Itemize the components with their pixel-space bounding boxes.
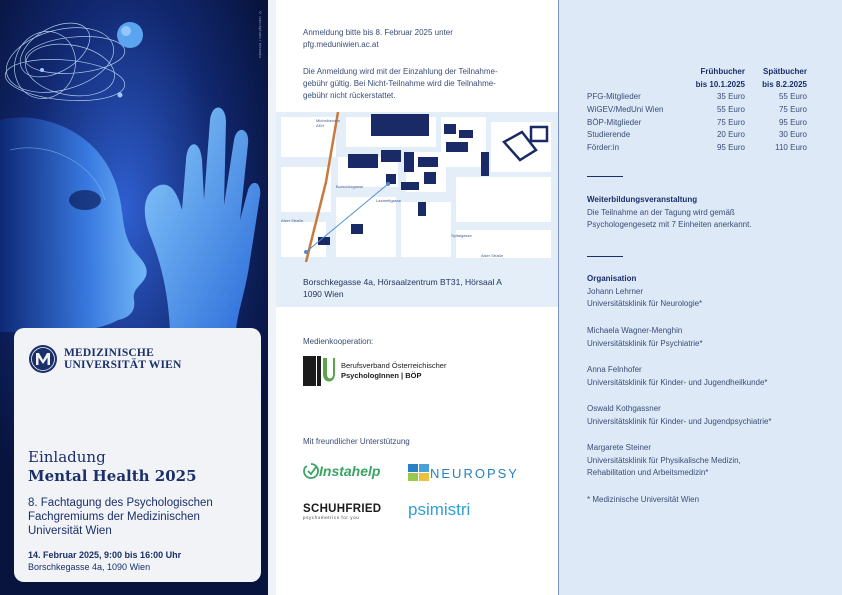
- fee-early: 95 Euro: [716, 143, 745, 153]
- section-rule: [587, 176, 623, 177]
- cpd-line-1: Die Teilnahme an der Tagung wird gemäß: [587, 207, 735, 217]
- cover-edge-strip: [268, 0, 276, 595]
- fee-early: 55 Euro: [716, 104, 745, 114]
- university-logo: [28, 344, 247, 374]
- subtitle-line-3: Universität Wien: [28, 525, 112, 537]
- logo-line-1: MEDIZINISCHE: [64, 347, 154, 359]
- bop-logo[interactable]: [303, 356, 446, 386]
- fee-label: WiGEV/MedUni Wien: [587, 104, 664, 114]
- instahelp-icon: [303, 463, 319, 479]
- registration-url[interactable]: pfg.meduniwien.ac.at: [303, 40, 379, 49]
- fee-header-row-1: [587, 66, 807, 79]
- fee-header-late: Spätbucher: [762, 67, 807, 76]
- venue-address: [303, 276, 502, 300]
- fee-early: 75 Euro: [716, 117, 745, 127]
- schuhfried-tagline: psychometrics for you: [303, 515, 360, 520]
- organisation-heading: [587, 273, 702, 286]
- organiser-name: Michaela Wagner-Menghin: [587, 326, 683, 335]
- map-graphic: [276, 112, 559, 262]
- bop-text: [341, 361, 446, 381]
- map-label-alser-strasse-2: Alser Straße: [481, 253, 504, 258]
- event-subtitle: [28, 496, 247, 538]
- organiser-affiliation: Universitätsklinik für Physikalische Medizin,: [587, 455, 741, 465]
- media-heading: Medienkooperation:: [303, 337, 374, 346]
- event-date: 14. Februar 2025, 9:00 bis 16:00 Uhr: [28, 550, 182, 560]
- map-label-spitalgasse: Spitalgasse: [451, 233, 472, 238]
- organiser-affiliation: Universitätsklinik für Kinder- und Jugendheilkunde*: [587, 377, 768, 387]
- cpd-block: [587, 194, 752, 232]
- fee-header-row-2: [587, 79, 807, 92]
- fee-header-empty-2: [587, 79, 683, 92]
- image-credit: © istockphoto / elenabs: [258, 10, 263, 59]
- schuhfried-name: SCHUHFRIED: [303, 503, 382, 515]
- cover-panel: [0, 0, 276, 595]
- organisation-block: [587, 273, 702, 311]
- cpd-heading: [587, 194, 752, 207]
- organisation-heading-text: Organisation: [587, 274, 637, 283]
- organiser-name: Anna Felnhofer: [587, 365, 642, 374]
- registration-note-line-3: gebühr nicht rückerstattet.: [303, 91, 396, 100]
- fee-label: BÖP-Mitglieder: [587, 117, 642, 127]
- fee-header-early: Frühbucher: [700, 67, 745, 76]
- fee-early: 20 Euro: [716, 130, 745, 140]
- map-label-michelbeuern: Michelbeuern: [316, 118, 341, 123]
- organiser-affiliation: Universitätsklinik für Neurologie*: [587, 299, 703, 308]
- organiser-name: Oswald Kothgassner: [587, 404, 661, 413]
- subtitle-line-1: 8. Fachtagung des Psychologischen: [28, 497, 213, 509]
- university-seal-icon: [28, 344, 58, 374]
- info-panel: [276, 0, 559, 595]
- fee-late: 30 Euro: [778, 130, 807, 140]
- venue-line-2: 1090 Wien: [303, 289, 344, 299]
- fee-row: [587, 104, 807, 117]
- registration-line: Anmeldung bitte bis 8. Februar 2025 unter: [303, 28, 453, 37]
- map-label-akh: AKH: [316, 123, 325, 128]
- map-label-lazarettgasse: Lazarettgasse: [376, 198, 402, 203]
- fee-header-empty: [587, 66, 683, 79]
- invitation-title: Einladung: [28, 448, 106, 466]
- fee-label: Förder:in: [587, 143, 620, 153]
- logo-line-2: UNIVERSITÄT WIEN: [64, 359, 182, 371]
- bop-line-2: [341, 371, 446, 381]
- fee-late: 95 Euro: [778, 117, 807, 127]
- organiser-name: Margarete Steiner: [587, 443, 652, 452]
- bop-line-2-text: PsychologInnen | BÖP: [341, 371, 422, 380]
- fee-row: [587, 117, 807, 130]
- fee-header-early-date: bis 10.1.2025: [695, 79, 745, 89]
- organiser-entry: [587, 403, 772, 428]
- organiser-entry: [587, 442, 741, 480]
- map-label-alser-strasse: Alser Straße: [281, 218, 304, 223]
- fee-table: [587, 66, 807, 155]
- organiser-affiliation: Universitätsklinik für Kinder- und Jugendpsychiatrie*: [587, 416, 772, 426]
- fee-header-late-date: bis 8.2.2025: [762, 79, 807, 89]
- fee-early: 35 Euro: [716, 92, 745, 101]
- schuhfried-logo[interactable]: [303, 503, 381, 520]
- university-name: [64, 347, 182, 371]
- organiser-name: Johann Lehrner: [587, 286, 644, 296]
- event-title: Mental Health 2025: [28, 467, 197, 485]
- event-place: Borschkegasse 4a, 1090 Wien: [28, 562, 151, 572]
- registration-block: [303, 27, 453, 51]
- cpd-line-2: Psychologengesetz mit 7 Einheiten anerkannt.: [587, 220, 752, 229]
- venue-line-1: Borschkegasse 4a, Hörsaalzentrum BT31, Hörsaal A: [303, 277, 502, 287]
- registration-note-line-1: Die Anmeldung wird mit der Einzahlung der Teilnahme-: [303, 67, 498, 76]
- subtitle-line-2: Fachgremiums der Medizinischen: [28, 511, 200, 523]
- instahelp-logo[interactable]: [303, 463, 380, 479]
- neuropsy-logo[interactable]: [408, 464, 519, 482]
- cover-card: [14, 328, 261, 582]
- registration-note: [303, 66, 498, 102]
- registration-note-line-2: gebühr gültig. Bei Nicht-Teilnahme wird die Teilnahme-: [303, 79, 496, 88]
- section-rule: [587, 256, 623, 257]
- fee-late: 55 Euro: [778, 92, 807, 101]
- organisation-footnote: * Medizinische Universität Wien: [587, 495, 700, 504]
- map-label-borschkegasse: Borschkegasse: [336, 184, 364, 189]
- instahelp-name: Instahelp: [319, 463, 381, 479]
- bop-line-1: Berufsverband Österreichischer: [341, 361, 447, 370]
- organiser-affiliation: Universitätsklinik für Psychiatrie*: [587, 338, 703, 348]
- cpd-heading-text: Weiterbildungsveranstaltung: [587, 195, 698, 204]
- organiser-entry: [587, 364, 768, 389]
- fee-label: PFG-Mitglieder: [587, 92, 641, 101]
- fee-row: [587, 142, 807, 155]
- fee-row: [587, 91, 807, 104]
- organiser-entry: [587, 325, 703, 350]
- details-panel: [559, 0, 842, 595]
- fee-row: [587, 129, 807, 142]
- bop-icon: [303, 356, 335, 386]
- psimistri-logo[interactable]: [408, 500, 470, 520]
- psimistri-name: psimistri: [408, 500, 471, 519]
- neuropsy-name: NEUROPSY: [430, 465, 519, 481]
- fee-late: 75 Euro: [778, 104, 807, 114]
- neuropsy-icon: [408, 464, 430, 482]
- support-heading: Mit freundlicher Unterstützung: [303, 437, 410, 446]
- organiser-affiliation-2: Rehabilitation und Arbeitsmedizin*: [587, 468, 709, 477]
- fee-late: 110 Euro: [775, 143, 807, 153]
- fee-label: Studierende: [587, 130, 631, 140]
